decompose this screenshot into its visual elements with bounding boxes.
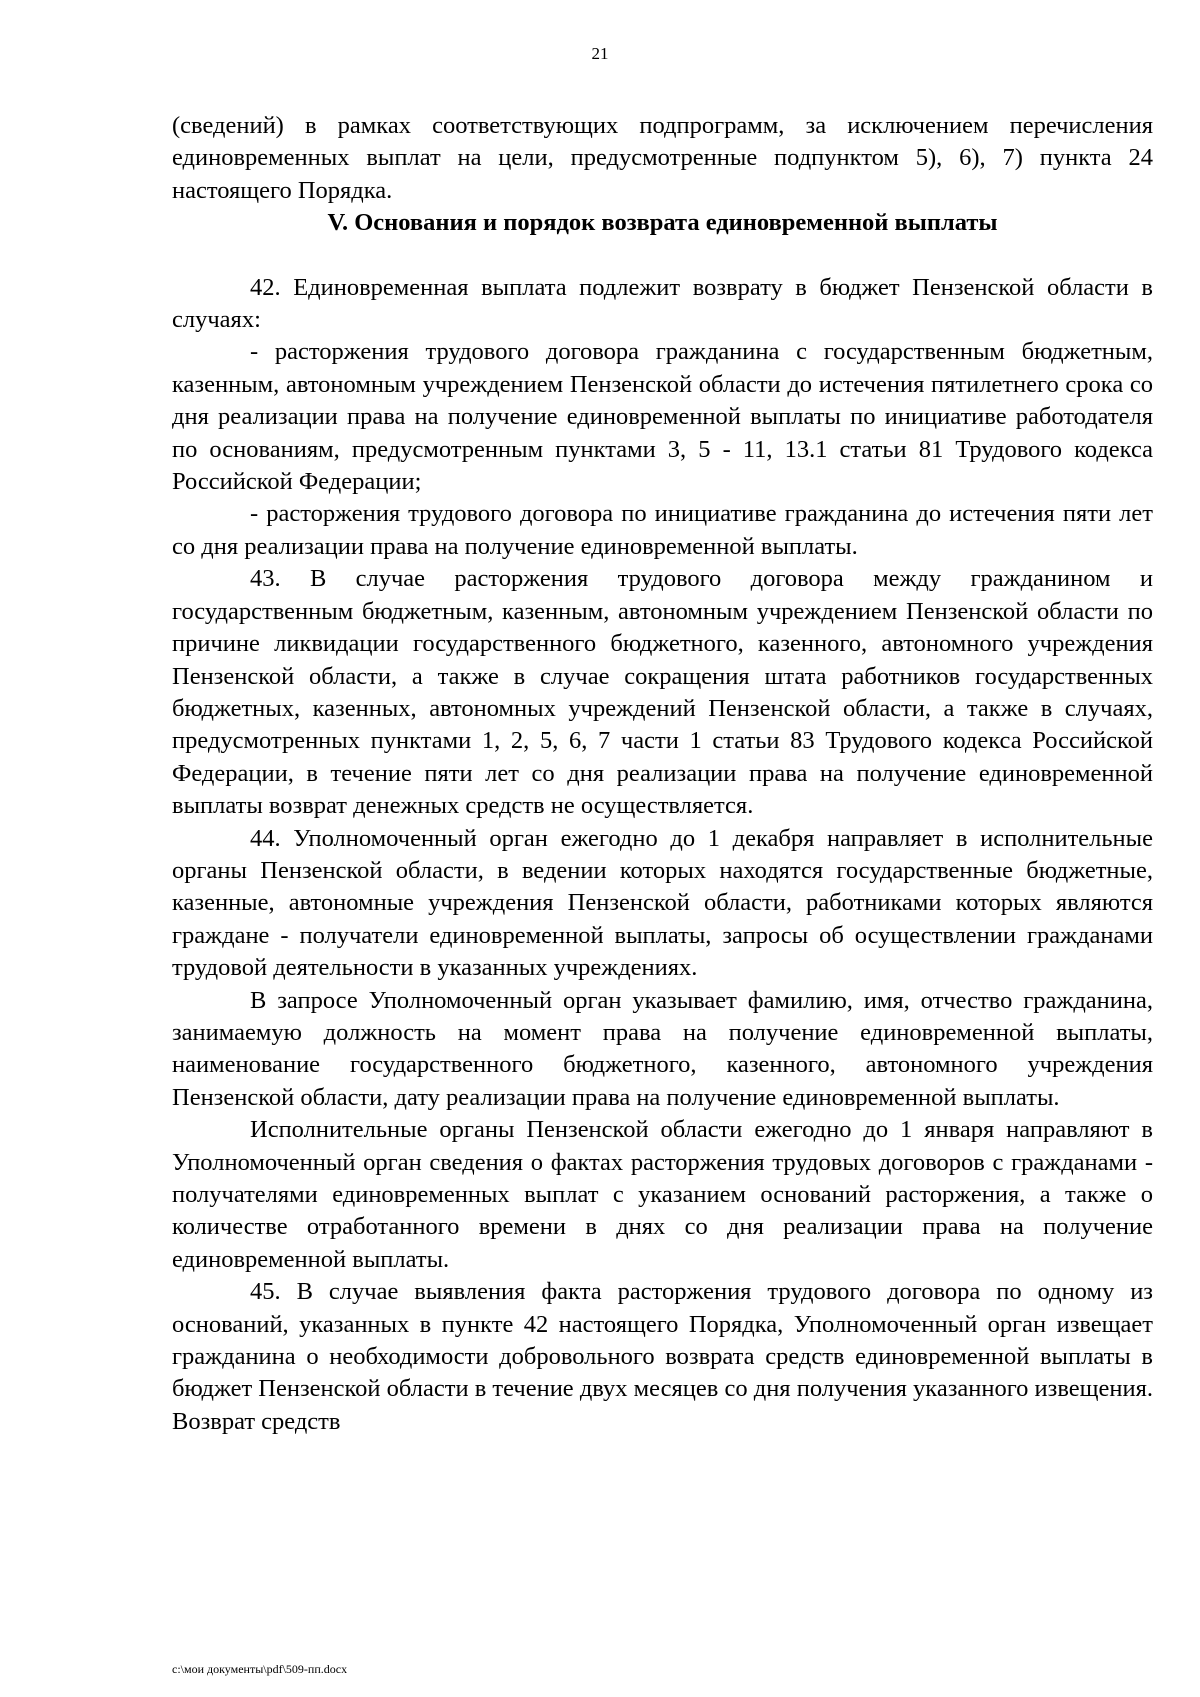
document-body (172, 110, 1153, 1438)
footer-file-path: c:\мои документы\pdf\509-пп.docx (172, 1662, 348, 1676)
paragraph-44: 44. Уполномоченный орган ежегодно до 1 декабря направляет в исполнительные органы Пензенской области, в ведении которых находятся государственные бюджетные, казенные, автономные учреждения Пензенской области, работниками которых являются граждане - получатели единовременной выплаты, запросы об осуществлении гражданами трудовой деятельности в указанных учреждениях. (172, 824, 1153, 982)
continuation-paragraph: (сведений) в рамках соответствующих подпрограмм, за исключением перечисления единовременных выплат на цели, предусмотренные подпунктом 5), 6), 7) пункта 24 настоящего Порядка. (172, 112, 1153, 204)
page-number: 21 (591, 44, 609, 63)
paragraph-42: 42. Единовременная выплата подлежит возврату в бюджет Пензенской области в случаях: (172, 273, 1153, 334)
section-heading: V. Основания и порядок возврата единовременной выплаты (327, 209, 998, 237)
paragraph-42-item-2: - расторжения трудового договора по инициативе гражданина до истечения пяти лет со дня реализации права на получение единовременной выплаты. (172, 500, 1153, 560)
paragraph-44-executive-bodies: Исполнительные органы Пензенской области ежегодно до 1 января направляют в Уполномоченный орган сведения о фактах расторжения трудовых договоров с гражданами - получателями единовременных выплат с указанием оснований расторжения, а также о количестве отработанного времени в днях со дня реализации права на получение единовременной выплаты. (172, 1116, 1153, 1273)
paragraph-44-request: В запросе Уполномоченный орган указывает фамилию, имя, отчество гражданина, занимаемую должность на момент права на получение единовременной выплаты, наименование государственного бюджетного, казенного, автономного учреждения Пензенской области, дату реализации права на получение единовременной выплаты. (172, 986, 1153, 1111)
paragraph-45: 45. В случае выявления факта расторжения трудового договора по одному из оснований, указанных в пункте 42 настоящего Порядка, Уполномоченный орган извещает гражданина о необходимости добровольного возврата средств единовременной выплаты в бюджет Пензенской области в течение двух месяцев со дня получения указанного извещения. Возврат средств (172, 1278, 1153, 1435)
paragraph-43: 43. В случае расторжения трудового договора между гражданином и государственным бюджетным, казенным, автономным учреждением Пензенской области по причине ликвидации государственного бюджетного, казенного, автономного учреждения Пензенской области, а также в случае сокращения штата работников государственных бюджетных, казенных, автономных учреждений Пензенской области, а также в случаях, предусмотренных пунктами 1, 2, 5, 6, 7 части 1 статьи 83 Трудового кодекса Российской Федерации, в течение пяти лет со дня реализации права на получение единовременной выплаты возврат денежных средств не осуществляется. (172, 565, 1153, 820)
paragraph-42-item-1: - расторжения трудового договора гражданина с государственным бюджетным, казенным, автономным учреждением Пензенской области до истечения пятилетнего срока со дня реализации права на получение единовременной выплаты по инициативе работодателя по основаниям, предусмотренным пунктами 3, 5 - 11, 13.1 статьи 81 Трудового кодекса Российской Федерации; (172, 338, 1153, 496)
